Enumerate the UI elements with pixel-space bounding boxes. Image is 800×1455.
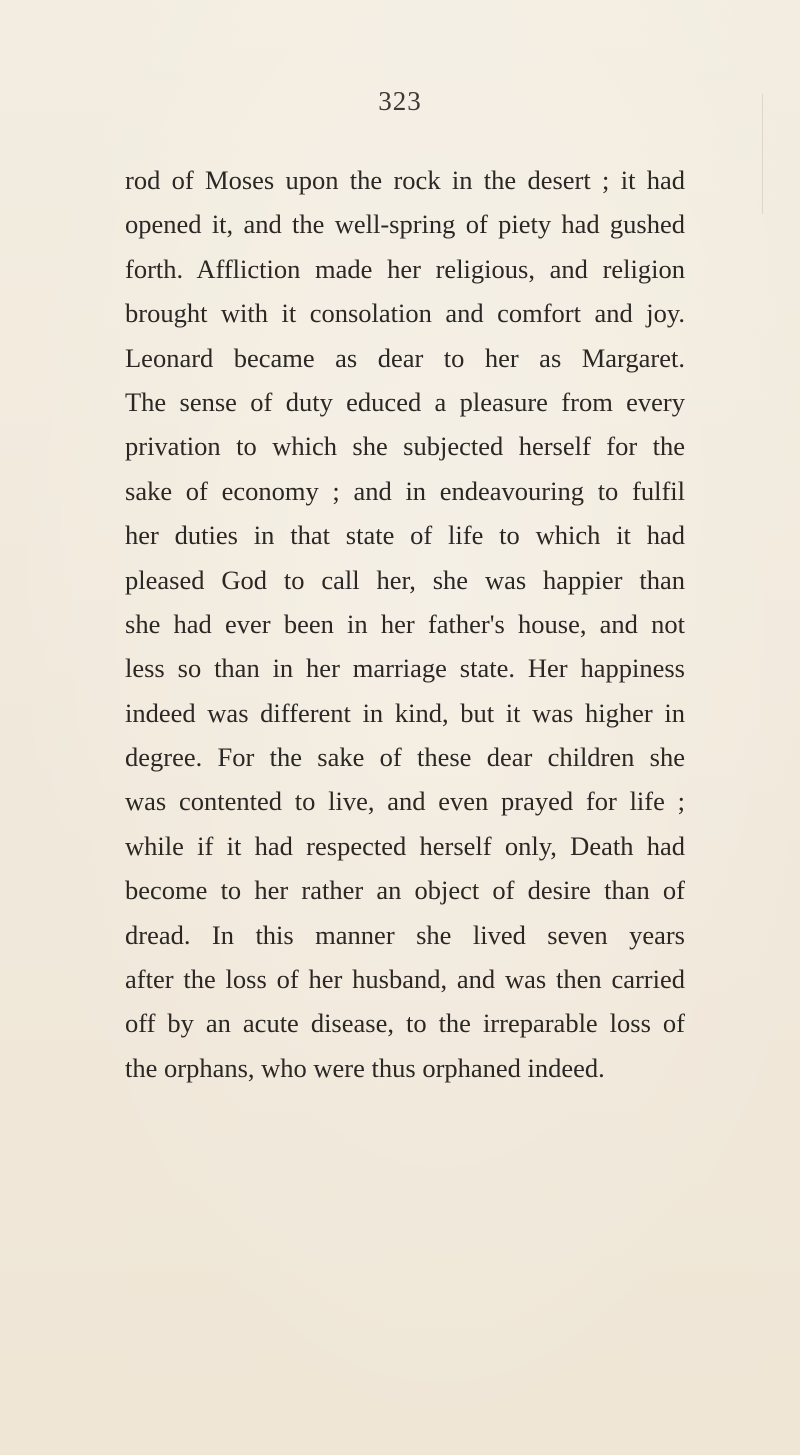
text-line: dread. In this manner she lived seven years <box>125 919 685 950</box>
text-line: was contented to live, and even prayed for life ; <box>125 786 685 817</box>
text-line: after the loss of her husband, and was then carried <box>125 964 685 995</box>
text-line: pleased God to call her, she was happier than <box>125 564 685 595</box>
body-text <box>125 158 685 1090</box>
text-line: while if it had respected herself only, Death had <box>125 830 685 861</box>
text-line: become to her rather an object of desire than of <box>125 875 685 906</box>
text-line: brought with it consolation and comfort and joy. <box>125 298 685 329</box>
text-line: indeed was different in kind, but it was higher in <box>125 697 685 728</box>
text-line: Leonard became as dear to her as Margaret. <box>125 342 685 373</box>
text-line: opened it, and the well-spring of piety had gushed <box>125 209 685 240</box>
text-line: the orphans, who were thus orphaned indeed. <box>125 1052 605 1083</box>
text-line: off by an acute disease, to the irreparable loss of <box>125 1008 685 1039</box>
text-line: she had ever been in her father's house, and not <box>125 608 685 639</box>
text-line: her duties in that state of life to which it had <box>125 520 685 551</box>
text-line: The sense of duty educed a pleasure from every <box>125 386 685 417</box>
text-line: privation to which she subjected herself for the <box>125 431 685 462</box>
text-line: sake of economy ; and in endeavouring to fulfil <box>125 475 685 506</box>
text-line: forth. Affliction made her religious, and religion <box>125 253 685 284</box>
page-number: 323 <box>378 86 422 116</box>
text-line: degree. For the sake of these dear children she <box>125 742 685 773</box>
text-line: less so than in her marriage state. Her happiness <box>125 653 685 684</box>
text-line: rod of Moses upon the rock in the desert ; it had <box>125 165 685 195</box>
